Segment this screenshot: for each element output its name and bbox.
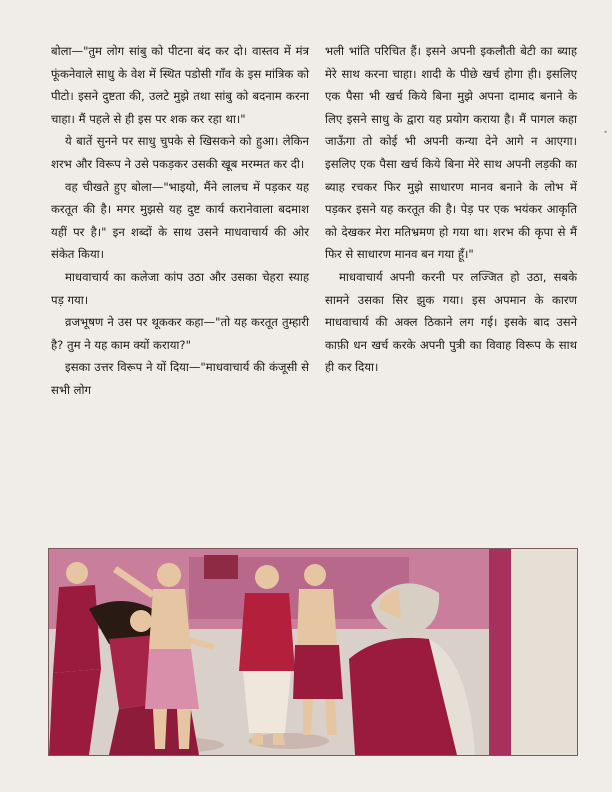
paragraph: व्रजभूषण ने उस पर थूककर कहा—"तो यह करतूत तुम्हारी है? तुम ने यह काम क्यों कराया?" [51, 315, 309, 352]
paragraph: माधवाचार्य अपनी करनी पर लज्जित हो उठा, सबके सामने उसका सिर झुक गया। इस अपमान के कारण माधवाचार्य की अक्ल ठिकाने लग गई। इसके बाद उसने काफ़ी धन खर्च करके अपनी पुत्री का विवाह विरूप के साथ ही कर दिया। [325, 269, 577, 375]
paragraph: भली भांति परिचित हैं। इसने अपनी इकलौती बेटी का ब्याह मेरे साथ करना चाहा। शादी के पीछे खर्च होगा ही। इसलिए एक पैसा भी खर्च किये बिना मुझे अपना दामाद बनाने के लिए इसने साधु के द्वारा यह प्रयोग कराया है। मैं पागल कहा जाऊँगा तो कोई भी अपनी कन्या देने आगे न आएगा। इसलिए एक पैसा खर्च किये बिना मेरे साथ अपनी लड़की का ब्याह रचकर फिर मुझे साधारण मानव बनाने के लोभ में पड़कर इसने यह करतूत की है। पेड़ पर एक भयंकर आकृति को देखकर मेरा मतिभ्रमण हो गया था। शरभ की कृपा से मैं फिर से साधारण मानव बन गया हूँ।" [325, 44, 577, 262]
paragraph: ये बातें सुनने पर साधु चुपके से खिसकने को हुआ। लेकिन शरभ और विरूप ने उसे पकड़कर उसकी खूब मरम्मत कर दी। [51, 134, 309, 171]
illustration-scene [49, 549, 577, 755]
paragraph: इसका उत्तर विरूप ने यों दिया—"माधवाचार्य की कंजूसी से सभी लोग [51, 360, 309, 397]
wall-frame [204, 555, 238, 579]
pillar [489, 549, 511, 755]
doorway [511, 549, 577, 755]
paragraph: बोला—"तुम लोग सांबु को पीटना बंद कर दो। वास्तव में मंत्र फूंकनेवाले साधु के वेश में स्थित पडोसी गाँव के इस मांत्रिक को पीटो। इसने दुष्टता की, उलटे मुझे तथा सांबु को बदनाम करना चाहा। मैं पहले से ही इस पर शक कर रहा था।" [51, 44, 309, 126]
paragraph: माधवाचार्य का कलेजा कांप उठा और उसका चेहरा स्याह पड़ गया। [51, 269, 309, 307]
right-text-column [325, 40, 577, 379]
paragraph: वह चीखते हुए बोला—"भाइयो, मैंने लालच में पड़कर यह करतूत की है। मगर मुझसे यह दुष्ट कार्य करानेवाला बदमाश यहीं पर है।" इन शब्दों के साथ उसने माधवाचार्य की ओर संकेत किया। [51, 179, 309, 262]
story-illustration [48, 548, 578, 756]
left-text-column [51, 40, 309, 402]
margin-mark: • [603, 128, 608, 137]
